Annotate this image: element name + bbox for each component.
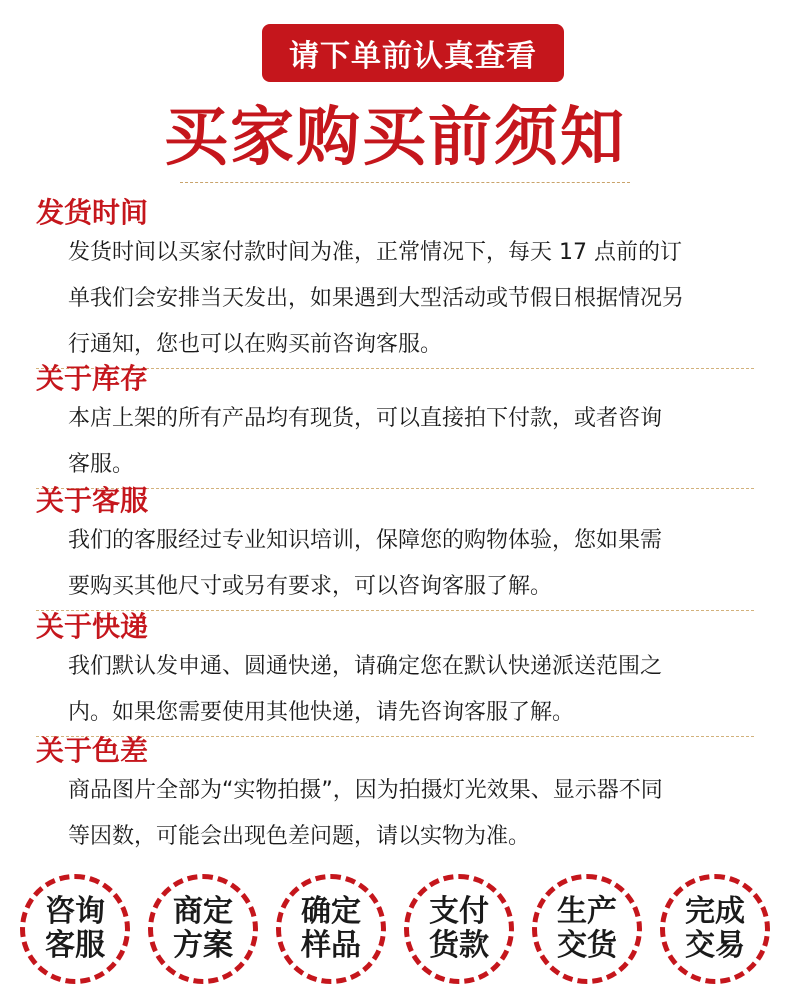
section-body — [68, 768, 754, 860]
body-line: 商品图片全部为“实物拍摄”，因为拍摄灯光效果、显示器不同 — [68, 778, 663, 803]
section-heading: 关于客服 — [36, 484, 149, 517]
body-line: 客服。 — [68, 452, 135, 477]
step-label-bottom: 交货 — [557, 928, 617, 963]
body-line: 我们默认发申通、圆通快递，请确定您在默认快递派送范围之 — [68, 654, 663, 679]
title-divider — [180, 182, 630, 183]
step-label-top: 咨询 — [45, 894, 105, 929]
section-stock — [36, 362, 754, 489]
step-production — [532, 874, 642, 984]
section-delivery — [36, 610, 754, 737]
section-body — [68, 644, 754, 736]
body-line: 单我们会安排当天发出，如果遇到大型活动或节假日根据情况另 — [68, 286, 685, 311]
body-line: 本店上架的所有产品均有现货，可以直接拍下付款，或者咨询 — [68, 406, 663, 431]
step-label-bottom: 客服 — [45, 928, 105, 963]
section-customer-service — [36, 484, 754, 611]
section-color-difference — [36, 734, 754, 860]
step-consult — [20, 874, 130, 984]
section-body — [68, 396, 754, 488]
step-label-top: 生产 — [557, 894, 617, 929]
section-heading: 关于色差 — [36, 734, 149, 767]
step-label-bottom: 方案 — [173, 928, 233, 963]
step-complete — [660, 874, 770, 984]
section-heading: 发货时间 — [36, 196, 149, 229]
step-payment — [404, 874, 514, 984]
body-line: 内。如果您需要使用其他快递，请先咨询客服了解。 — [68, 700, 575, 725]
step-sample — [276, 874, 386, 984]
process-steps — [20, 874, 770, 988]
body-line: 发货时间以买家付款时间为准，正常情况下，每天 17 点前的订 — [68, 240, 682, 265]
section-shipping-time — [36, 196, 754, 369]
step-label-bottom: 货款 — [429, 928, 489, 963]
section-body — [68, 230, 754, 368]
notice-badge: 请下单前认真查看 — [262, 24, 564, 82]
step-label-bottom: 交易 — [685, 928, 745, 963]
step-label-top: 完成 — [685, 894, 745, 929]
step-label-top: 支付 — [429, 894, 489, 929]
body-line: 我们的客服经过专业知识培训，保障您的购物体验，您如果需 — [68, 528, 663, 553]
body-line: 等因数，可能会出现色差问题，请以实物为准。 — [68, 824, 531, 849]
step-plan — [148, 874, 258, 984]
section-heading: 关于快递 — [36, 610, 149, 643]
step-label-top: 商定 — [173, 894, 233, 929]
body-line: 行通知，您也可以在购买前咨询客服。 — [68, 332, 443, 357]
step-label-bottom: 样品 — [301, 928, 361, 963]
body-line: 要购买其他尺寸或另有要求，可以咨询客服了解。 — [68, 574, 553, 599]
page-title: 买家购买前须知 — [164, 101, 626, 175]
section-body — [68, 518, 754, 610]
section-heading: 关于库存 — [36, 362, 149, 395]
step-label-top: 确定 — [301, 894, 361, 929]
